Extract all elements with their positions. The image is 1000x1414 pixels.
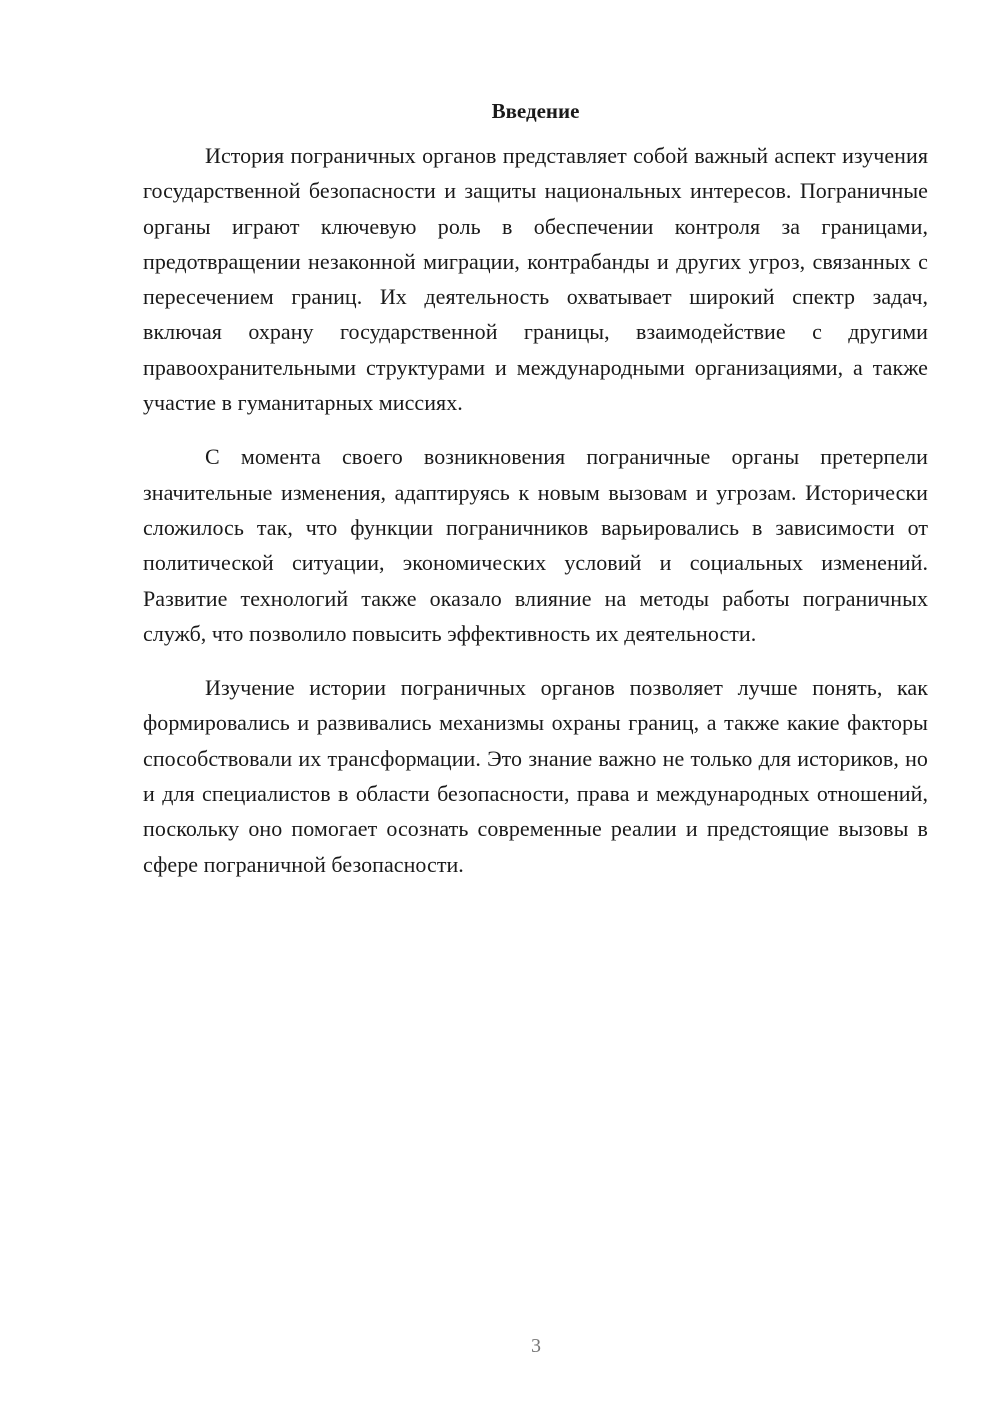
paragraph-3: Изучение истории пограничных органов позволяет лучше понять, как формировались и развивались механизмы охраны границ, а также какие факторы способствовали их трансформации. Это знание важно не только для историков, но и для специалистов в области безопасности, права и международных отношений, поскольку оно помогает осознать современные реалии и предстоящие вызовы в сфере пограничной безопасности.: [143, 675, 928, 877]
section-heading: Введение: [491, 99, 580, 123]
paragraph-1: История пограничных органов представляет собой важный аспект изучения государственной безопасности и защиты национальных интересов. Пограничные органы играют ключевую роль в обеспечении контроля за границами, предотвращении незаконной миграции, контрабанды и других угроз, связанных с пересечением границ. Их деятельность охватывает широкий спектр задач, включая охрану государственной границы, взаимодействие с другими правоохранительными структурами и международными организациями, а также участие в гуманитарных миссиях.: [143, 143, 928, 416]
page-content: [143, 96, 928, 901]
page-number: 3: [531, 1335, 541, 1357]
paragraph-2: С момента своего возникновения пограничные органы претерпели значительные изменения, адаптируясь к новым вызовам и угрозам. Исторически сложилось так, что функции пограничников варьировались в зависимости от политической ситуации, экономических условий и социальных изменений. Развитие технологий также оказало влияние на методы работы пограничных служб, что позволило повысить эффективность их деятельности.: [143, 444, 928, 646]
